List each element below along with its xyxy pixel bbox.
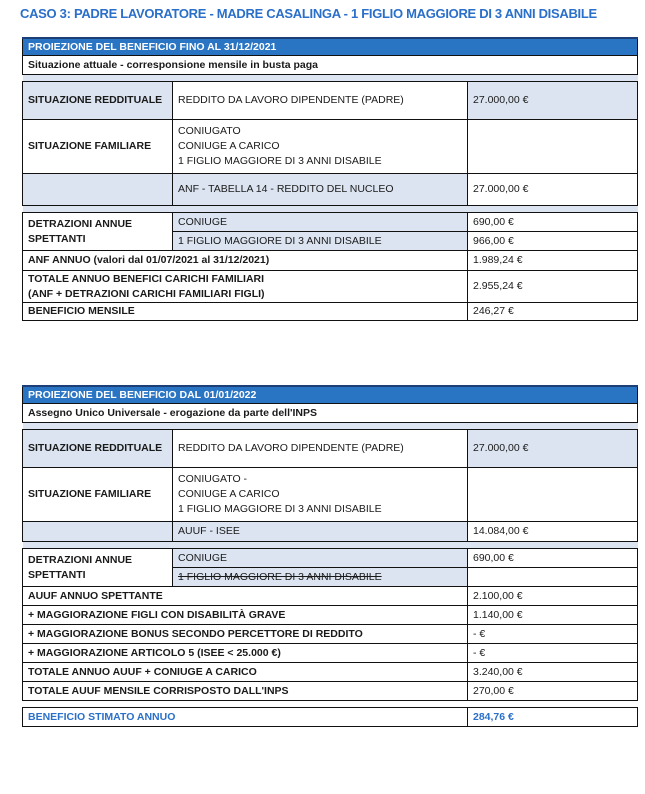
beneficio-stimato-value: 284,76 € bbox=[468, 708, 638, 727]
family-line: CONIUGATO - bbox=[178, 473, 248, 485]
auuf-row-value: - € bbox=[468, 644, 638, 663]
table-projected-benefit bbox=[22, 385, 638, 727]
auuf-row-label: TOTALE ANNUO AUUF + CONIUGE A CARICO bbox=[23, 663, 468, 682]
auuf-row-value: 2.100,00 € bbox=[468, 587, 638, 606]
page-title: CASO 3: PADRE LAVORATORE - MADRE CASALINGA - 1 FIGLIO MAGGIORE DI 3 ANNI DISABILE bbox=[20, 6, 597, 21]
totale-label-line: TOTALE ANNUO BENEFICI CARICHI FAMILIARI bbox=[28, 272, 265, 285]
family-line: CONIUGE A CARICO bbox=[178, 488, 280, 500]
situazione-familiare-label: SITUAZIONE FAMILIARE bbox=[23, 120, 173, 174]
auuf-row-label: + MAGGIORAZIONE ARTICOLO 5 (ISEE < 25.000 €) bbox=[23, 644, 468, 663]
beneficio-mensile-label: BENEFICIO MENSILE bbox=[23, 303, 468, 321]
auuf-row-value: 3.240,00 € bbox=[468, 663, 638, 682]
situazione-reddituale-value: 27.000,00 € bbox=[468, 82, 638, 120]
detrazioni-item-desc: 1 FIGLIO MAGGIORE DI 3 ANNI DISABILE bbox=[173, 568, 468, 587]
detrazioni-item-desc: CONIUGE bbox=[173, 213, 468, 232]
beneficio-stimato-label: BENEFICIO STIMATO ANNUO bbox=[23, 708, 468, 727]
detrazioni-label: DETRAZIONI ANNUE SPETTANTI bbox=[23, 549, 173, 587]
situazione-familiare-desc bbox=[173, 120, 468, 174]
situazione-reddituale-label: SITUAZIONE REDDITUALE bbox=[23, 430, 173, 468]
detrazioni-item-value: 690,00 € bbox=[468, 213, 638, 232]
totale-value: 2.955,24 € bbox=[468, 271, 638, 303]
situazione-familiare-label: SITUAZIONE FAMILIARE bbox=[23, 468, 173, 522]
anf-desc: ANF - TABELLA 14 - REDDITO DEL NUCLEO bbox=[173, 174, 468, 206]
detrazioni-item-desc: 1 FIGLIO MAGGIORE DI 3 ANNI DISABILE bbox=[173, 232, 468, 251]
anf-empty-cell bbox=[23, 174, 173, 206]
table2-header: PROIEZIONE DEL BENEFICIO DAL 01/01/2022 bbox=[23, 386, 638, 404]
auuf-row-label: + MAGGIORAZIONE FIGLI CON DISABILITÀ GRAVE bbox=[23, 606, 468, 625]
auuf-desc: AUUF - ISEE bbox=[173, 522, 468, 542]
table2-subheader: Assegno Unico Universale - erogazione da parte dell'INPS bbox=[23, 404, 638, 423]
anf-annuo-value: 1.989,24 € bbox=[468, 251, 638, 271]
situazione-familiare-value bbox=[468, 468, 638, 522]
auuf-row-label: TOTALE AUUF MENSILE CORRISPOSTO DALL'INPS bbox=[23, 682, 468, 701]
anf-annuo-label: ANF ANNUO (valori dal 01/07/2021 al 31/12/2021) bbox=[23, 251, 468, 271]
family-line: 1 FIGLIO MAGGIORE DI 3 ANNI DISABILE bbox=[178, 155, 382, 167]
auuf-row-value: 270,00 € bbox=[468, 682, 638, 701]
table-current-benefit bbox=[22, 37, 638, 321]
beneficio-mensile-value: 246,27 € bbox=[468, 303, 638, 321]
table1-header: PROIEZIONE DEL BENEFICIO FINO AL 31/12/2021 bbox=[23, 38, 638, 56]
situazione-familiare-desc bbox=[173, 468, 468, 522]
situazione-familiare-value bbox=[468, 120, 638, 174]
totale-label bbox=[23, 271, 468, 303]
situazione-reddituale-value: 27.000,00 € bbox=[468, 430, 638, 468]
detrazioni-item-desc: CONIUGE bbox=[173, 549, 468, 568]
auuf-value: 14.084,00 € bbox=[468, 522, 638, 542]
family-line: CONIUGE A CARICO bbox=[178, 140, 280, 152]
table1-subheader: Situazione attuale - corresponsione mensile in busta paga bbox=[23, 56, 638, 75]
auuf-row-value: - € bbox=[468, 625, 638, 644]
auuf-row-label: AUUF ANNUO SPETTANTE bbox=[23, 587, 468, 606]
detrazioni-item-value: 966,00 € bbox=[468, 232, 638, 251]
detrazioni-item-value: 690,00 € bbox=[468, 549, 638, 568]
auuf-row-label: + MAGGIORAZIONE BONUS SECONDO PERCETTORE DI REDDITO bbox=[23, 625, 468, 644]
auuf-row-value: 1.140,00 € bbox=[468, 606, 638, 625]
auuf-empty-cell bbox=[23, 522, 173, 542]
detrazioni-item-value bbox=[468, 568, 638, 587]
detrazioni-label: DETRAZIONI ANNUE SPETTANTI bbox=[23, 213, 173, 251]
totale-label-line: (ANF + DETRAZIONI CARICHI FAMILIARI FIGLI) bbox=[28, 287, 265, 300]
family-line: CONIUGATO bbox=[178, 125, 241, 137]
situazione-reddituale-desc: REDDITO DA LAVORO DIPENDENTE (PADRE) bbox=[173, 430, 468, 468]
situazione-reddituale-desc: REDDITO DA LAVORO DIPENDENTE (PADRE) bbox=[173, 82, 468, 120]
situazione-reddituale-label: SITUAZIONE REDDITUALE bbox=[23, 82, 173, 120]
anf-value: 27.000,00 € bbox=[468, 174, 638, 206]
family-line: 1 FIGLIO MAGGIORE DI 3 ANNI DISABILE bbox=[178, 503, 382, 515]
